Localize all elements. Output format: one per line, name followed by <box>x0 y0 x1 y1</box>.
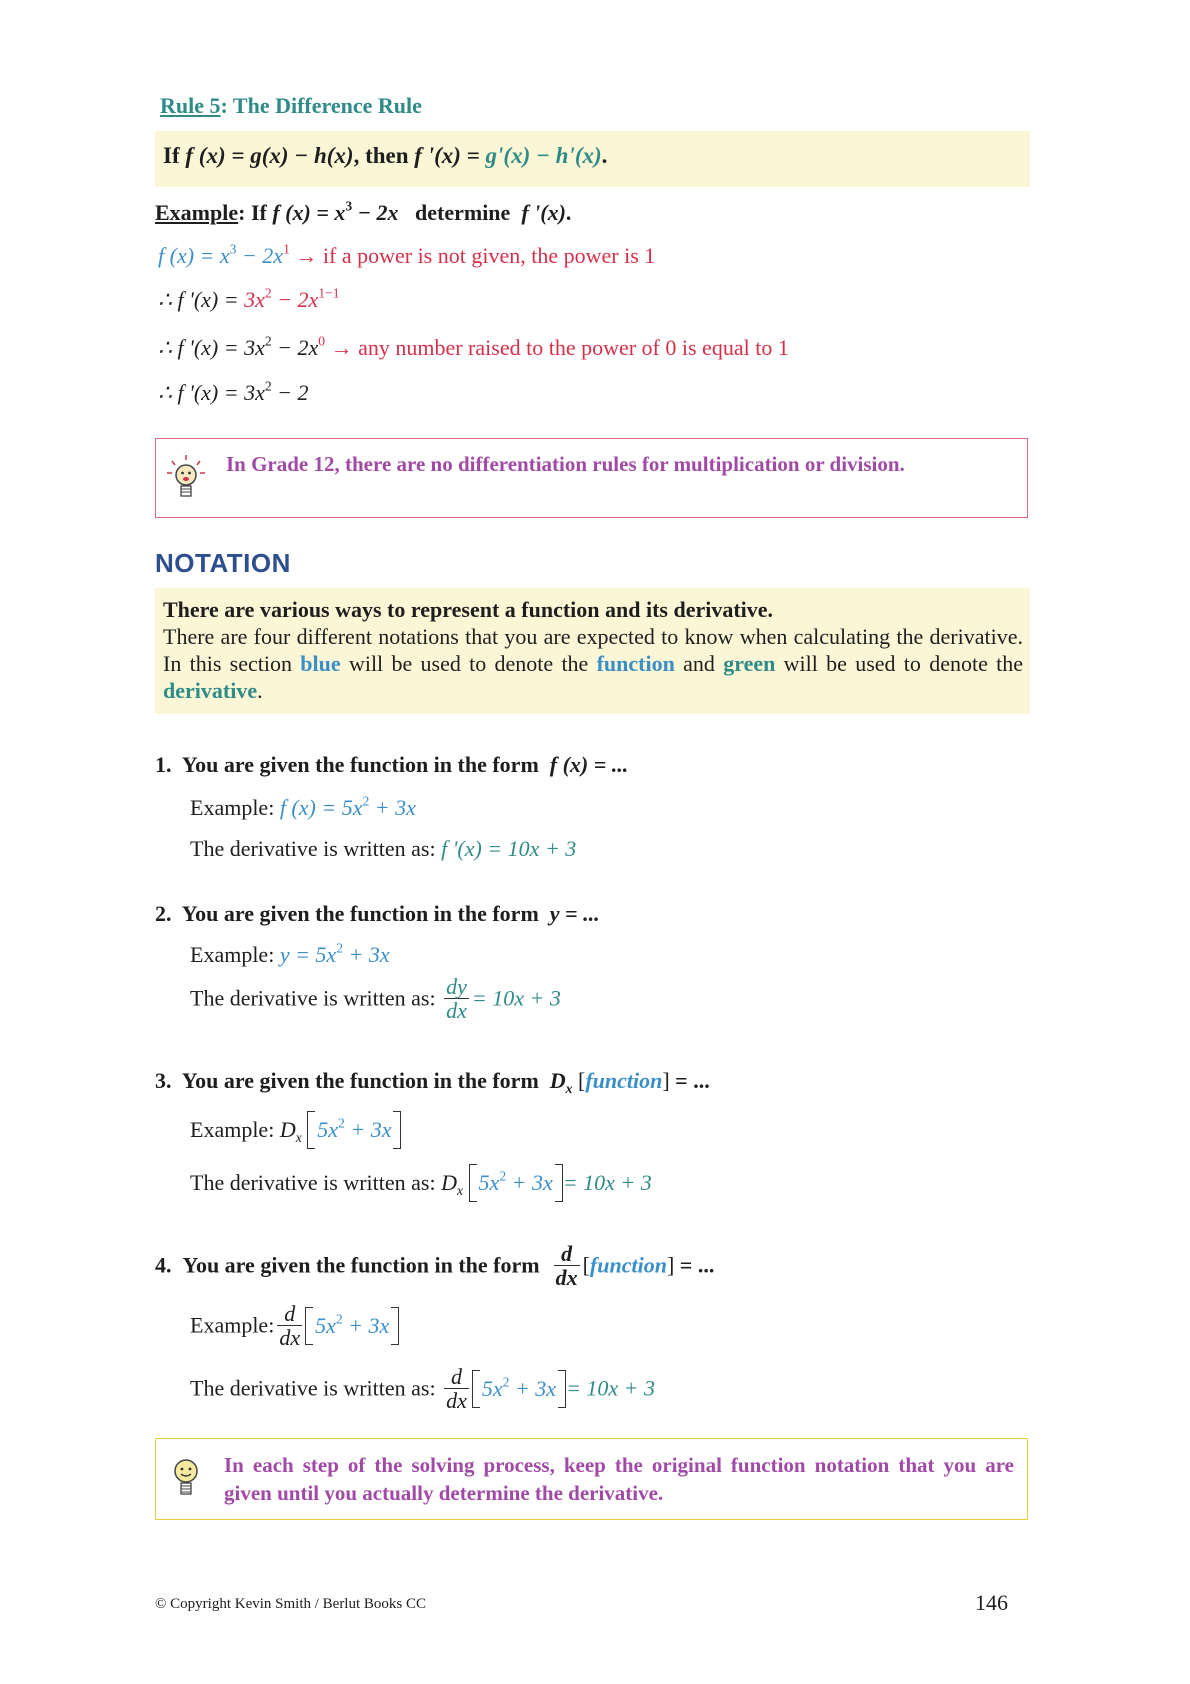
item3-form-sub: x <box>565 1080 573 1096</box>
item4-num: 4. <box>155 1252 172 1278</box>
footer-copyright: © Copyright Kevin Smith / Berlut Books CC <box>155 1596 426 1612</box>
note-notation-text: In each step of the solving process, keep the original function notation that you are given until you actually determine the derivative. <box>224 1453 1014 1505</box>
item4-deriv-expr: = 10x + 3 <box>566 1375 656 1401</box>
item3-example-d: D <box>279 1117 296 1142</box>
statement-lhs: f (x) = g(x) − h(x) <box>185 143 354 168</box>
item3-example-bracket <box>307 1115 401 1145</box>
step2-lhs: ∴ f '(x) = <box>158 287 245 312</box>
item2-example-expr: y = 5x <box>279 942 337 967</box>
intro-part3: and <box>674 651 724 676</box>
step4-lhs: ∴ f '(x) = 3x <box>158 380 265 405</box>
item2-example-label: Example: <box>190 942 275 967</box>
example-sup: 3 <box>345 198 353 214</box>
item4-deriv-in: 5x <box>481 1375 503 1401</box>
example-target: f '(x) <box>521 200 566 225</box>
item4-example-in: 5x <box>315 1312 336 1338</box>
rule-name: : The Difference Rule <box>220 93 422 118</box>
rule-title <box>160 93 422 119</box>
item4-form-end: = ... <box>679 1252 715 1278</box>
item3-deriv-sub: x <box>456 1182 464 1198</box>
intro-part2: will be used to denote the <box>340 651 597 676</box>
item4-deriv-num: d <box>444 1365 469 1389</box>
item4-example-sup: 2 <box>335 1311 343 1327</box>
item-2-title <box>155 901 600 927</box>
item4-example-den: dx <box>279 1325 301 1351</box>
item3-form-end: = ... <box>675 1068 710 1093</box>
notation-heading: NOTATION <box>155 548 291 578</box>
item2-deriv-label: The derivative is written as: <box>190 985 436 1011</box>
item4-deriv-label: The derivative is written as: <box>190 1375 436 1401</box>
item2-dydx <box>444 975 469 1022</box>
item3-deriv-label: The derivative is written as: <box>190 1170 436 1195</box>
step-2 <box>158 287 340 313</box>
intro-part1: There are four different notations that you are expected to know when calculating the derivative. In this section <box>163 624 1023 676</box>
item4-form-num: d <box>554 1242 580 1266</box>
item3-deriv-expr: = 10x + 3 <box>562 1170 652 1195</box>
statement-rhs-f: f '(x) = <box>414 143 486 168</box>
item4-example-frac <box>277 1302 302 1349</box>
item3-example-sub: x <box>295 1129 302 1145</box>
step3-b: − 2x <box>271 335 319 360</box>
item2-frac-num: dy <box>446 974 467 999</box>
note-grade12-text: In Grade 12, there are no differentiation rules for multiplication or division. <box>226 452 905 476</box>
item3-deriv-d: D <box>441 1170 457 1195</box>
item-3-derivative <box>190 1168 652 1198</box>
item3-num: 3. <box>155 1068 172 1093</box>
step3-sup2: 2 <box>264 333 272 349</box>
item-1-example <box>190 795 416 821</box>
item4-example-bracket <box>305 1311 399 1341</box>
note-box-notation <box>155 1438 1028 1520</box>
item-3-example <box>190 1115 401 1145</box>
item4-deriv-in-rest: + 3x <box>509 1375 557 1401</box>
step4-b: − 2 <box>271 380 309 405</box>
step-1 <box>158 243 655 269</box>
statement-then: , then <box>353 143 409 168</box>
rule-label: Rule 5 <box>160 93 221 118</box>
intro-part4: will be used to denote the <box>775 651 1024 676</box>
intro-function-word: function <box>596 651 675 676</box>
item3-example-in-rest: + 3x <box>344 1117 392 1142</box>
notation-intro-box <box>155 588 1030 714</box>
item3-example-label: Example: <box>190 1117 275 1142</box>
item3-example-in: 5x <box>317 1117 339 1142</box>
item3-form-func: function <box>585 1068 663 1093</box>
item4-deriv-sup: 2 <box>502 1374 510 1390</box>
item2-num: 2. <box>155 901 172 926</box>
step2-sup2: 2 <box>264 285 272 301</box>
statement-rhs-gh: g'(x) − h'(x) <box>485 143 602 168</box>
rule-statement <box>163 143 607 169</box>
notation-intro-bold: There are various ways to represent a function and its derivative. <box>163 597 774 622</box>
lightbulb-smile-icon <box>168 1455 204 1508</box>
item2-example-rest: + 3x <box>343 942 390 967</box>
item3-deriv-bracket <box>469 1168 563 1198</box>
item-4-derivative <box>190 1365 655 1412</box>
item3-deriv-in: 5x <box>478 1170 500 1195</box>
item1-example-expr: f (x) = 5x <box>279 795 363 820</box>
item1-deriv-label: The derivative is written as: <box>190 836 436 861</box>
example-line <box>155 200 571 226</box>
note-box-grade12 <box>155 438 1028 518</box>
item2-deriv-expr: = 10x + 3 <box>471 985 561 1011</box>
item2-title-text: You are given the function in the form <box>181 901 539 926</box>
step2-b: − 2x <box>271 287 319 312</box>
item1-example-sup: 2 <box>362 793 370 809</box>
item-2-example <box>190 942 390 968</box>
statement-end: . <box>601 143 608 168</box>
item1-form: f (x) = ... <box>549 752 629 777</box>
item1-example-rest: + 3x <box>369 795 416 820</box>
item-3-title: 3. You are given the function in the form $D_x$ [function] = ... <box>155 1068 710 1096</box>
item1-title-text: You are given the function in the form <box>181 752 539 777</box>
intro-derivative-word: derivative <box>163 678 258 703</box>
item4-form-frac <box>554 1242 580 1289</box>
item3-deriv-in-rest: + 3x <box>506 1170 553 1195</box>
lightbulb-icon <box>164 453 208 510</box>
item4-example-num: d <box>277 1302 302 1326</box>
item3-deriv-sup: 2 <box>499 1168 507 1184</box>
item3-title-text: You are given the function in the form <box>181 1068 539 1093</box>
step2-sup: 1−1 <box>318 285 340 301</box>
item4-example-label: Example: <box>190 1312 275 1338</box>
step1-note: → if a power is not given, the power is 1 <box>295 243 656 268</box>
example-determine: determine <box>415 200 511 225</box>
example-expr-rest: − 2x <box>352 200 399 225</box>
step3-sup0: 0 <box>318 333 326 349</box>
item-1-title <box>155 752 628 778</box>
item3-example-sup: 2 <box>338 1115 345 1131</box>
example-if: : If <box>238 200 267 225</box>
item4-form-den: dx <box>555 1265 578 1291</box>
item4-form-func: function <box>589 1252 667 1278</box>
item4-deriv-frac <box>444 1365 469 1412</box>
item-4-example <box>190 1302 399 1349</box>
item4-deriv-den: dx <box>446 1388 467 1414</box>
item2-frac-den: dx <box>446 998 467 1024</box>
example-expr: f (x) = x <box>272 200 346 225</box>
notation-intro-body <box>163 623 1023 704</box>
step1-sup3: 3 <box>229 241 237 257</box>
item-1-derivative <box>190 836 576 862</box>
notation-intro <box>163 596 1023 704</box>
item4-deriv-bracket <box>472 1374 566 1404</box>
step2-a: 3x <box>244 287 265 312</box>
item4-title-text: You are given the function in the form <box>182 1252 540 1278</box>
example-target-end: . <box>565 200 572 225</box>
item3-form-d: D <box>549 1068 566 1093</box>
step-3 <box>158 335 789 361</box>
step-4 <box>158 380 309 406</box>
intro-blue-word: blue <box>300 651 341 676</box>
intro-green-word: green <box>723 651 776 676</box>
step1-func: f (x) = x <box>158 243 230 268</box>
example-label: Example <box>155 200 239 225</box>
step1-sup1: 1 <box>283 241 290 257</box>
item-2-derivative <box>190 975 561 1022</box>
intro-part5: . <box>257 678 263 703</box>
item1-num: 1. <box>155 752 172 777</box>
item2-example-sup: 2 <box>336 940 343 956</box>
step3-lhs: ∴ f '(x) = 3x <box>158 335 265 360</box>
step4-sup2: 2 <box>264 378 272 394</box>
item4-example-in-rest: + 3x <box>342 1312 390 1338</box>
step3-note: → any number raised to the power of 0 is equal to 1 <box>330 335 789 360</box>
item1-deriv-expr: f '(x) = 10x + 3 <box>441 836 577 861</box>
item2-form: y = ... <box>549 901 600 926</box>
statement-if: If <box>163 143 180 168</box>
step1-mid: − 2x <box>236 243 284 268</box>
item1-example-label: Example: <box>190 795 275 820</box>
item-4-title: 4. You are given the function in the form $\frac{d}{dx}$ [function] = ... <box>155 1241 715 1291</box>
page-number: 146 <box>975 1590 1008 1615</box>
